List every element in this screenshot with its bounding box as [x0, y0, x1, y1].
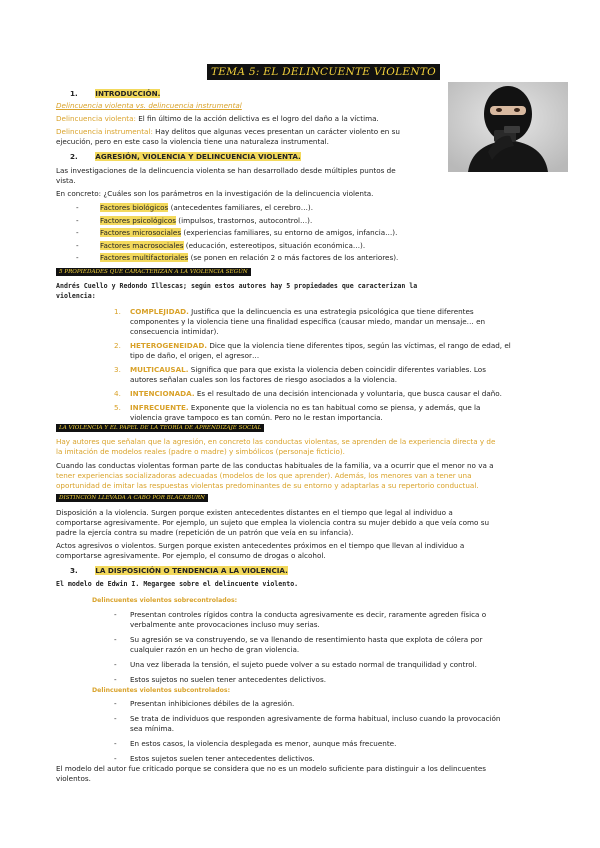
list-line	[114, 660, 477, 669]
property-text: tipo de daño, el origen, el agresor…	[130, 351, 260, 360]
blackburn-text: padre la ejercía contra su madre (repetición de un patrón que veía en su infancia).	[56, 528, 354, 537]
factor-name: Factores multifactoriales	[100, 253, 189, 262]
section-1-heading	[70, 89, 160, 98]
social-text: la imitación de modelos reales (padre o madre) y simbólicos (personaje ficticio).	[56, 447, 345, 456]
factor-name: Factores microsociales	[100, 228, 182, 237]
property-number: 2.	[114, 341, 121, 350]
property-line	[114, 341, 511, 350]
list-line	[114, 699, 294, 708]
social-text: Hay autores que señalan que la agresión, en concreto las conductas violentas, se aprenden de la experiencia directa y de	[56, 437, 496, 446]
band-five-properties: 5 PROPIEDADES QUE CARACTERIZAN A LA VIOLENCIA SEGÚN	[56, 268, 251, 276]
paragraph-line: Las investigaciones de la delincuencia violenta se han desarrollado desde múltiples puntos de	[56, 166, 396, 175]
violent-term: Delincuencia violenta:	[56, 114, 136, 123]
section-2-heading	[70, 152, 301, 161]
property-line	[130, 351, 259, 360]
list-line	[114, 754, 315, 763]
bullet-dash: -	[114, 699, 117, 708]
property-line	[130, 327, 219, 336]
blackburn-text: Actos agresivos o violentos. Surgen porque existen antecedentes próximos en el tiempo que llevan al individuo a	[56, 541, 465, 550]
masked-person-illustration	[448, 82, 568, 172]
undercontrolled-heading: Delincuentes violentos subcontrolados:	[92, 687, 231, 694]
section-2-number: 2.	[70, 152, 78, 161]
bullet-dash: -	[114, 660, 117, 669]
list-text: En estos casos, la violencia desplegada es menor, aunque más frecuente.	[130, 739, 397, 748]
section-3-title: LA DISPOSICIÓN O TENDENCIA A LA VIOLENCIA.	[95, 566, 288, 575]
list-text: sea mínima.	[130, 724, 175, 733]
bullet-dash: -	[114, 754, 117, 763]
property-line	[130, 375, 397, 384]
blackburn-line	[56, 518, 489, 527]
social-line	[56, 461, 494, 470]
band-social-learning: LA VIOLENCIA Y EL PAPEL DE LA TEORÍA DE APRENDIZAJE SOCIAL	[56, 424, 264, 432]
list-line	[114, 739, 396, 748]
list-line	[114, 675, 326, 684]
property-key: INTENCIONADA.	[130, 389, 195, 398]
property-key: INFRECUENTE.	[130, 403, 189, 412]
blackburn-line	[56, 528, 353, 537]
property-line	[114, 307, 474, 316]
bullet-dash: -	[114, 675, 117, 684]
violent-definition	[56, 114, 379, 123]
list-text: Presentan controles rígidos contra la conducta agresivamente es decir, raramente agreden física o	[130, 610, 487, 619]
section-3-number: 3.	[70, 566, 78, 575]
list-text: Estos sujetos suelen tener antecedentes delictivos.	[130, 754, 315, 763]
bullet-dash: -	[76, 215, 79, 225]
instrumental-text: Hay delitos que algunas veces presentan un carácter violento en su	[152, 127, 400, 136]
property-line	[114, 403, 480, 412]
bullet-dash: -	[114, 610, 117, 619]
property-text: Significa que para que exista la violencia deben coincidir diferentes variables. Los	[190, 365, 486, 374]
overcontrolled-heading: Delincuentes violentos sobrecontrolados:	[92, 597, 238, 604]
list-text: Se trata de individuos que responden agresivamente de forma habitual, incluso cuando la provocación	[130, 714, 501, 723]
property-key: HETEROGENEIDAD.	[130, 341, 208, 350]
bullet-dash: -	[114, 714, 117, 723]
property-line	[130, 413, 383, 422]
property-text: componentes y la violencia tiene una finalidad específica (causar miedo, mandar un mensaje… en	[130, 317, 486, 326]
section-1-title: INTRODUCCIÓN.	[95, 89, 161, 98]
instrumental-term: Delincuencia instrumental:	[56, 127, 153, 136]
property-text: consecuencia intimidar).	[130, 327, 219, 336]
property-number: 4.	[114, 389, 121, 398]
list-line	[114, 714, 500, 723]
bullet-dash: -	[76, 253, 79, 262]
list-line	[114, 610, 486, 619]
social-text: oportunidad de imitar las respuestas violentas predominantes de su entorno y adaptarlas a su repertorio conductual.	[56, 481, 479, 490]
list-text: Presentan inhibiciones débiles de la agresión.	[130, 699, 295, 708]
factor-item	[76, 203, 313, 212]
social-text: Cuando las conductas violentas forman parte de las conductas habituales de la familia, va a ocurrir que el menor no va a	[56, 461, 494, 470]
factor-name: Factores macrosociales	[100, 240, 184, 250]
blackburn-line	[56, 541, 464, 550]
factor-name: Factores biológicos	[100, 203, 169, 212]
factor-item	[76, 241, 365, 250]
list-line	[130, 724, 174, 733]
megargee-model: El modelo de Edwin I. Megargee sobre el delincuente violento.	[56, 580, 299, 588]
property-line	[114, 365, 486, 374]
list-line	[114, 635, 482, 644]
bullet-dash: -	[76, 203, 79, 212]
factor-item	[76, 228, 397, 237]
social-text: tener experiencias socializadoras adecuadas (modelos de los que aprender). Además, los menores van a tener una	[56, 471, 472, 480]
authors-line: Andrés Cuello y Redondo Illescas; según estos autores hay 5 propiedades que caracterizan la	[56, 282, 418, 290]
factor-desc: (se ponen en relación 2 o más factores de los anteriores).	[188, 253, 399, 262]
social-line	[56, 481, 479, 490]
factor-item	[76, 216, 312, 225]
property-key: COMPLEJIDAD.	[130, 307, 189, 316]
bullet-dash: -	[114, 635, 117, 644]
property-text: Es el resultado de una decisión intencionada y voluntaria, que busca causar el daño.	[196, 389, 502, 398]
instrumental-definition-cont: ejecución, pero en este caso la violencia tiene una naturaleza instrumental.	[56, 137, 329, 146]
masked-person-photo	[448, 82, 568, 172]
property-line	[130, 317, 485, 326]
property-text: violencia grave tampoco es tan común. Pero no le restan importancia.	[130, 413, 383, 422]
bullet-dash: -	[76, 228, 79, 237]
factor-desc: (impulsos, trastornos, autocontrol…).	[176, 215, 313, 225]
blackburn-text: comportarse agresivamente. Por ejemplo, un sujeto que emplea la violencia contra su mujer debido a que veía como su	[56, 518, 489, 527]
property-text: Dice que la violencia tiene diferentes tipos, según las víctimas, el rango de edad, el	[209, 341, 511, 350]
list-line	[130, 620, 320, 629]
list-text: Su agresión se va construyendo, se va llenando de resentimiento hasta que explota de cólera por	[130, 635, 483, 644]
factor-name: Factores psicológicos	[100, 215, 176, 225]
factor-desc: (experiencias familiares, su entorno de amigos, infancia…).	[181, 228, 398, 237]
property-text: Justifica que la delincuencia es una estrategia psicológica que tiene diferentes	[191, 307, 474, 316]
property-number: 3.	[114, 365, 121, 374]
property-line	[114, 389, 502, 398]
section-2-title: AGRESIÓN, VIOLENCIA Y DELINCUENCIA VIOLENTA.	[95, 152, 301, 161]
list-text: verbalmente ante provocaciones incluso muy serias.	[130, 620, 320, 629]
paragraph-line: En concreto: ¿Cuáles son los parámetros en la investigación de la delincuencia violenta.	[56, 189, 374, 198]
property-text: Exponente que la violencia no es tan habitual como se piensa, y además, que la	[190, 403, 481, 412]
closing-line: El modelo del autor fue criticado porque se considera que no es un modelo suficiente para distinguir a los delincuentes	[56, 764, 487, 773]
blackburn-text: Disposición a la violencia. Surgen porque existen antecedentes distantes en el tiempo que legal al individuo a	[56, 508, 453, 517]
social-line	[56, 437, 495, 446]
section-1-subheading: Delincuencia violenta vs. delincuencia instrumental	[56, 101, 242, 110]
blackburn-line	[56, 551, 326, 560]
property-number: 5.	[114, 403, 121, 412]
list-text: Una vez liberada la tensión, el sujeto puede volver a su estado normal de tranquilidad y control.	[130, 660, 477, 669]
band-blackburn: DISTINCIÓN LLEVADA A CABO POR BLACKBURN	[56, 494, 208, 502]
instrumental-definition	[56, 127, 400, 136]
closing-line: violentos.	[56, 774, 91, 783]
factor-item	[76, 253, 398, 262]
property-text: autores señalan cuales son los factores de riesgo asociados a la violencia.	[130, 375, 398, 384]
bullet-dash: -	[114, 739, 117, 748]
property-key: MULTICAUSAL.	[130, 365, 189, 374]
blackburn-text: comportarse agresivamente. Por ejemplo, el consumo de drogas o alcohol.	[56, 551, 326, 560]
factor-desc: (educación, estereotipos, situación económica…).	[183, 240, 366, 250]
social-line	[56, 471, 472, 480]
page-title: TEMA 5: EL DELINCUENTE VIOLENTO	[207, 64, 440, 80]
section-3-heading	[70, 566, 288, 575]
list-text: Estos sujetos no suelen tener antecedentes delictivos.	[130, 675, 326, 684]
section-1-number: 1.	[70, 89, 78, 98]
paragraph-line: vista.	[56, 176, 76, 185]
property-number: 1.	[114, 307, 121, 316]
bullet-dash: -	[76, 240, 79, 250]
violent-text: El fin último de la acción delictiva es el logro del daño a la víctima.	[135, 114, 379, 123]
list-line	[130, 645, 299, 654]
list-text: cualquier razón en un hecho de gran violencia.	[130, 645, 300, 654]
blackburn-line	[56, 508, 453, 517]
factor-desc: (antecedentes familiares, el cerebro…).	[168, 203, 313, 212]
authors-line: violencia:	[56, 292, 96, 300]
social-line	[56, 447, 345, 456]
